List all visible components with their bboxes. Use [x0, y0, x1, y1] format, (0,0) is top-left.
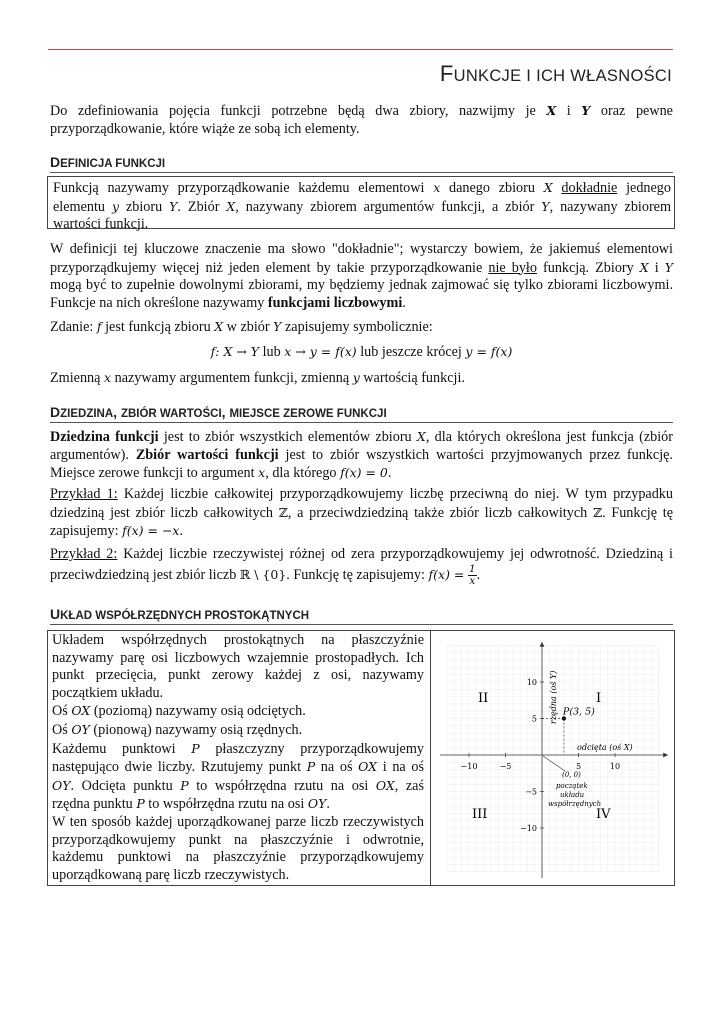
- heading-coordinates: UKŁAD WSPÓŁRZĘDNYCH PROSTOKĄTNYCH: [50, 606, 673, 625]
- definition-text: Funkcją nazywamy przyporządkowanie każdemu elementowi x danego zbioru X dokładnie jednego elementu y zbioru Y. Zbiór X, nazywany zbiorem argumentów funkcji, a zbiór Y, nazywany zbiorem wartości funkcji.: [53, 180, 672, 233]
- y-tick-label: 10: [526, 678, 537, 687]
- origin-note-2: układu: [560, 791, 585, 799]
- quadrant-ii: II: [478, 691, 489, 706]
- x-tick-label: 5: [575, 762, 582, 771]
- quadrant-iii: III: [472, 807, 488, 822]
- coordinate-diagram: [432, 632, 673, 884]
- x-tick-label: −10: [460, 762, 478, 771]
- paragraph-domain: Dziedzina funkcji jest to zbiór wszystkich elementów zbioru X, dla których określona jest funkcja (zbiór argumentów). Zbiór wartości funkcji jest to zbiór wszystkich wartości przyjmowanych przez funkcję. Miejsce zerowe funkcji to argument x, dla którego f(x) = 0.: [50, 429, 673, 482]
- example-2: Przykład 2: Każdej liczbie rzeczywistej różnej od zera przyporządkowujemy jej odwrotność. Dziedziną i przeciwdziedziną jest zbiór liczb ℝ \ {0}. Funkcję tę zapisujemy: f(x) = $\frac{1}{x}$ .: [50, 546, 673, 587]
- page-title: FUNKCJE I ICH WŁASNOŚCI: [439, 61, 672, 86]
- origin-pointer: [543, 756, 565, 771]
- example-1: Przykład 1: Każdej liczbie całkowitej przyporządkowujemy liczbę przeciwną do niej. W tym przypadku dziedziną jest zbiór liczb całkowitych ℤ, a przeciwdziedziną także zbiór liczb całkowitych ℤ. Funkcję tę zapisujemy: f(x) = −x.: [50, 486, 673, 540]
- quadrant-iv: IV: [596, 807, 611, 822]
- y-tick-label: −5: [525, 787, 537, 797]
- y-tick-label: 5: [531, 714, 537, 724]
- formula-line: f: X → Y lub x → y = f(x) lub jeszcze krócej y = f(x): [210, 344, 513, 360]
- quadrant-i: I: [596, 691, 602, 706]
- origin-label: (0, 0): [562, 771, 581, 779]
- intro-paragraph: Do zdefiniowania pojęcia funkcji potrzebne będą dwa zbiory, nazwijmy je X i Y oraz pewne przyporządkowanie, które wiąże ze sobą ich elementy.: [50, 103, 673, 137]
- table-divider: [430, 630, 431, 886]
- paragraph-dokladnie: W definicji tej kluczowe znaczenie ma słowo "dokładnie"; wystarczy bowiem, że jakiemuś elementowi przyporządkujemy więcej niż jeden element by takie przyporządkowanie nie było funkcją. Zbiory X i Y mogą być to zupełnie dowolnymi zbiorami, my będziemy jednak zajmować się tylko zbiorami liczbowymi. Funkcje na nich określone nazywamy funkcjami liczbowymi.: [50, 241, 673, 311]
- paragraph-zmienna: Zmienną x nazywamy argumentem funkcji, zmienną y wartością funkcji.: [50, 370, 465, 386]
- x-tick-label: −5: [499, 762, 512, 771]
- paragraph-zdanie: Zdanie: f jest funkcją zbioru X w zbiór Y zapisujemy symbolicznie:: [50, 319, 433, 335]
- heading-domain: DZIEDZINA, ZBIÓR WARTOŚCI, MIEJSCE ZEROWE FUNKCJI: [50, 404, 673, 423]
- coordinate-text: Układem współrzędnych prostokątnych na płaszczyźnie nazywamy parę osi liczbowych wzajemnie prostopadłych. Ich punkt przecięcia, punkt zerowy każdej z osi, nazywamy początkiem układu. Oś OX (poziomą) nazywamy osią odciętych. Oś OY (pionową) nazywamy osią rzędnych. Każdemu punktowi P płaszczyzny przyporządkowujemy następująco dwie liczby. Rzutujemy punkt P na oś OX i na oś OY. Odcięta punktu P to współrzędna rzutu na osi OX, zaś rzędna punktu P to współrzędna rzutu na osi OY. W ten sposób każdej uporządkowanej parze liczb rzeczywistych przyporządkowujemy punkt na płaszczyźnie i odwrotnie, każdemu punktowi na płaszczyźnie przyporządkowujemy uporządkowaną parę liczb rzeczywistych.: [52, 632, 424, 883]
- top-rule: [48, 49, 673, 50]
- origin-note-1: początek: [556, 782, 588, 790]
- fraction: $\frac{1}{x}$: [468, 562, 476, 587]
- heading-definition: DEFINICJA FUNKCJI: [50, 154, 673, 173]
- x-axis-label: odcięta (oś X): [577, 743, 633, 752]
- origin-note-3: współrzędnych: [548, 800, 602, 808]
- point-label: P(3, 5): [562, 706, 595, 718]
- y-axis-label: rzędna (oś Y): [549, 670, 558, 724]
- x-tick-label: 10: [609, 762, 621, 771]
- y-tick-label: −10: [520, 824, 537, 833]
